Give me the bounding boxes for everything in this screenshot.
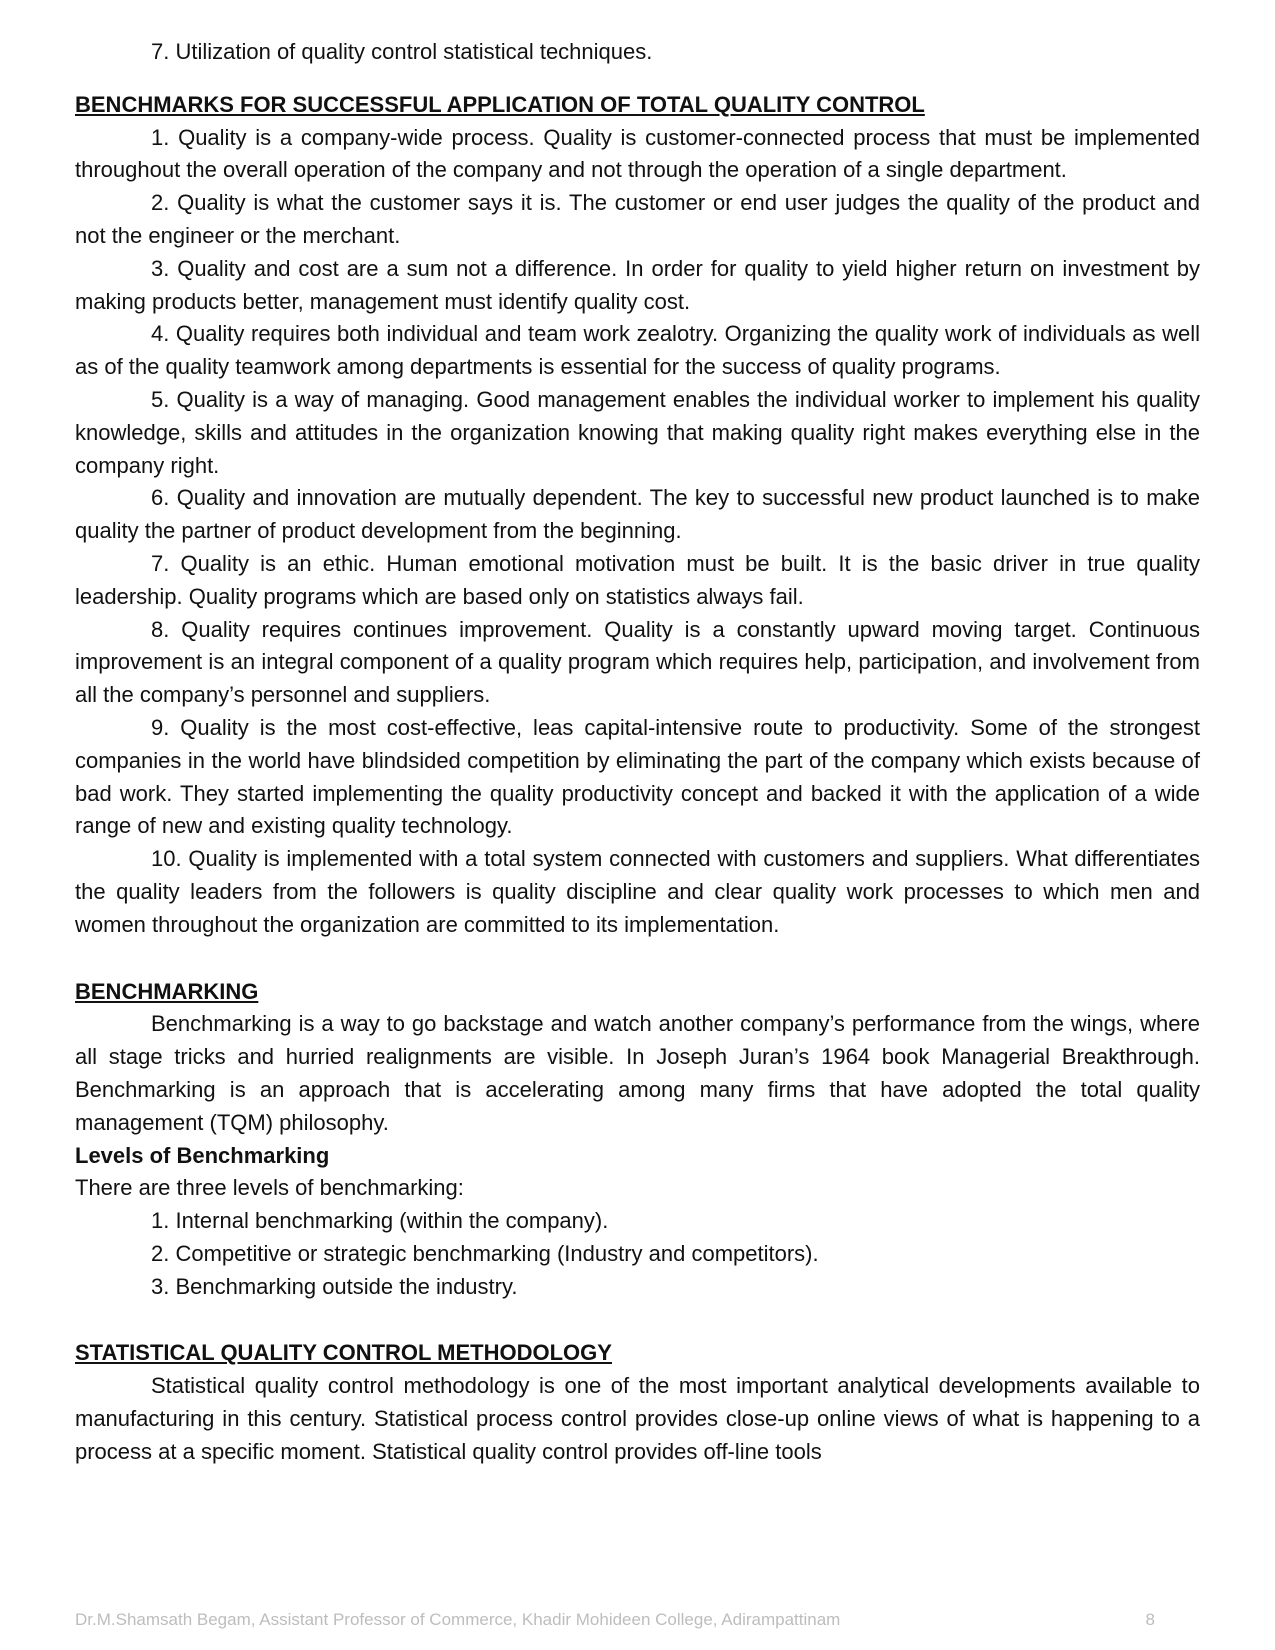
benchmark-item-9: 9. Quality is the most cost-effective, leas capital-intensive route to productivity. Some of the strongest companies in the world have blindsided competition by eliminating the part of the company which exists because of bad work. They started implementing the quality productivity concept and backed it with the application of a wide range of new and existing quality technology. (75, 714, 1200, 839)
level-item-1: 1. Internal benchmarking (within the company). (151, 1208, 609, 1234)
section-benchmarking (75, 976, 1200, 1304)
benchmark-item-7: 7. Quality is an ethic. Human emotional motivation must be built. It is the basic driver in true quality leadership. Quality programs which are based only on statistics always fail. (75, 550, 1200, 609)
footer-author: Dr.M.Shamsath Begam, Assistant Professor of Commerce, Khadir Mohideen College, Adirampattinam (75, 1610, 841, 1629)
level-item-2: 2. Competitive or strategic benchmarking (Industry and competitors). (151, 1240, 819, 1266)
subheading-levels: Levels of Benchmarking (75, 1142, 330, 1168)
section-sqc-methodology (75, 1337, 1200, 1468)
page-footer (75, 1610, 1155, 1630)
benchmark-item-10: 10. Quality is implemented with a total system connected with customers and suppliers. What differentiates the quality leaders from the followers is quality discipline and clear quality work processes to which men and women throughout the organization are committed to its implementation. (75, 846, 1200, 937)
level-item-3: 3. Benchmarking outside the industry. (151, 1273, 518, 1299)
spacer (75, 1303, 1200, 1337)
benchmark-item-2: 2. Quality is what the customer says it is. The customer or end user judges the quality of the product and not the engineer or the merchant. (75, 190, 1200, 248)
section-benchmarks-tqc (75, 89, 1200, 942)
section-heading: STATISTICAL QUALITY CONTROL METHODOLOGY (75, 1340, 612, 1366)
page-number: 8 (1145, 1610, 1155, 1629)
benchmark-item-8: 8. Quality requires continues improvement. Quality is a constantly upward moving target. Continuous improvement is an integral component of a quality program which requires help, participation, and involvement from all the company’s personnel and suppliers. (75, 616, 1200, 708)
benchmark-item-6: 6. Quality and innovation are mutually dependent. The key to successful new product launched is to make quality the partner of product development from the beginning. (75, 485, 1200, 544)
sqc-paragraph: Statistical quality control methodology is one of the most important analytical developments available to manufacturing in this century. Statistical process control provides close-up online views of what is happening to a process at a specific moment. Statistical quality control provides off-line tools (75, 1373, 1200, 1464)
levels-lead: There are three levels of benchmarking: (75, 1175, 464, 1201)
section-heading: BENCHMARKS FOR SUCCESSFUL APPLICATION OF TOTAL QUALITY CONTROL (75, 91, 925, 117)
intro-list-item: 7. Utilization of quality control statistical techniques. (151, 39, 653, 64)
spacer (75, 942, 1200, 976)
benchmark-item-3: 3. Quality and cost are a sum not a difference. In order for quality to yield higher return on investment by making products better, management must identify quality cost. (75, 255, 1200, 314)
section-heading: BENCHMARKING (75, 978, 259, 1004)
benchmark-item-5: 5. Quality is a way of managing. Good management enables the individual worker to implement his quality knowledge, skills and attitudes in the organization knowing that making quality right makes everything else in the company right. (75, 386, 1200, 478)
document-page (75, 36, 1200, 1469)
benchmark-item-4: 4. Quality requires both individual and team work zealotry. Organizing the quality work of individuals as well as of the quality teamwork among departments is essential for the success of quality programs. (75, 321, 1200, 380)
benchmark-item-1: 1. Quality is a company-wide process. Quality is customer-connected process that must be implemented throughout the overall operation of the company and not through the operation of a single department. (75, 124, 1200, 183)
spacer (75, 69, 1200, 89)
benchmarking-paragraph: Benchmarking is a way to go backstage and watch another company’s performance from the wings, where all stage tricks and hurried realignments are visible. In Joseph Juran’s 1964 book Managerial Breakthrough. Benchmarking is an approach that is accelerating among many firms that have adopted the total quality management (TQM) philosophy. (75, 1011, 1200, 1135)
